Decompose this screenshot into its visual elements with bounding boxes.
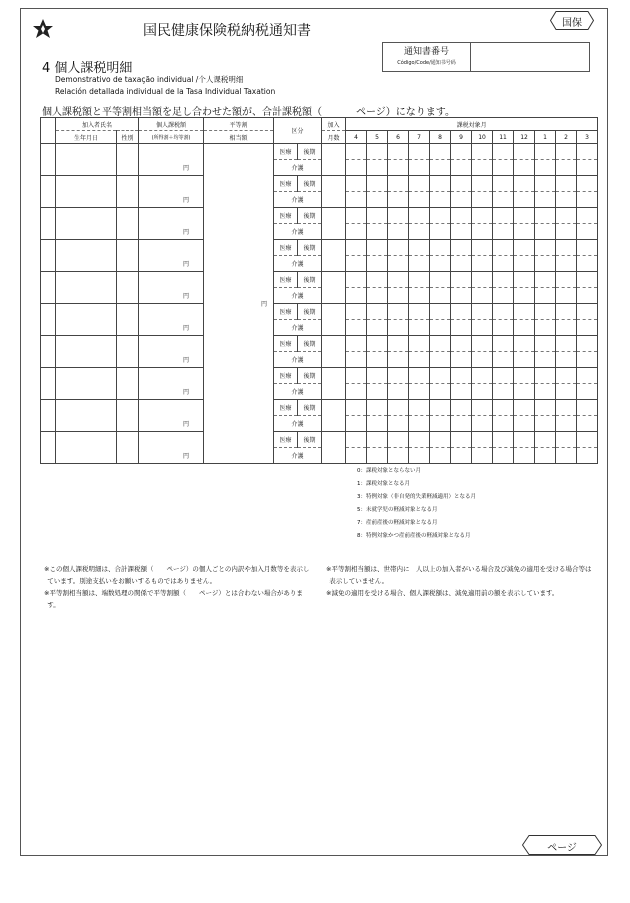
personal-tax-yen: 円 bbox=[139, 400, 204, 432]
class-koki: 後期 bbox=[298, 368, 322, 384]
class-koki: 後期 bbox=[298, 208, 322, 224]
section-title: 4 個人課税明細 bbox=[42, 61, 133, 76]
lead-sentence: 個人課税額と平等割相当額を足し合わせた額が、合計課税額（ ページ）になります。 bbox=[42, 107, 455, 118]
class-koki: 後期 bbox=[298, 304, 322, 320]
class-kaigo: 介護 bbox=[274, 352, 322, 368]
class-kaigo: 介護 bbox=[274, 256, 322, 272]
notes-left bbox=[44, 563, 314, 611]
legend-item: 1：課税対象となる月 bbox=[357, 481, 410, 487]
class-iryo: 医療 bbox=[274, 272, 298, 288]
emblem-icon bbox=[32, 18, 54, 40]
personal-tax-yen: 円 bbox=[139, 336, 204, 368]
class-koki: 後期 bbox=[298, 176, 322, 192]
class-koki: 後期 bbox=[298, 400, 322, 416]
class-kaigo: 介護 bbox=[274, 320, 322, 336]
kokuho-badge: 国保 bbox=[562, 18, 582, 29]
note: ※平等割相当額は、世帯内に 人以上の加入者がいる場合及び減免の適用を受ける場合等は表示していません。 bbox=[326, 565, 592, 585]
personal-tax-yen: 円 bbox=[139, 368, 204, 400]
personal-tax-yen: 円 bbox=[139, 272, 204, 304]
class-iryo: 医療 bbox=[274, 400, 298, 416]
notice-number-sublabel: Código/Code/通知书号码 bbox=[397, 60, 456, 66]
member-row bbox=[41, 304, 598, 320]
flat-rate-yen: 円 bbox=[204, 144, 274, 464]
class-iryo: 医療 bbox=[274, 304, 298, 320]
personal-tax-yen: 円 bbox=[139, 432, 204, 464]
section-subtitle-es: Relación detallada individual de la Tasa Individual Taxation bbox=[55, 87, 276, 96]
class-koki: 後期 bbox=[298, 144, 322, 160]
class-kaigo: 介護 bbox=[274, 384, 322, 400]
class-iryo: 医療 bbox=[274, 368, 298, 384]
personal-tax-yen: 円 bbox=[139, 240, 204, 272]
class-kaigo: 介護 bbox=[274, 416, 322, 432]
section-subtitle-pt: Demonstrativo de taxação individual /个人课税明细 bbox=[55, 75, 244, 84]
class-iryo: 医療 bbox=[274, 336, 298, 352]
member-row bbox=[41, 208, 598, 224]
legend-item: 3：特例対象（非自発的失業軽減適用）となる月 bbox=[357, 494, 477, 500]
class-iryo: 医療 bbox=[274, 144, 298, 160]
member-row bbox=[41, 336, 598, 352]
personal-tax-yen: 円 bbox=[139, 144, 204, 176]
personal-tax-yen: 円 bbox=[139, 208, 204, 240]
legend-item: 5：未就学児の軽減対象となる月 bbox=[357, 507, 438, 513]
class-koki: 後期 bbox=[298, 432, 322, 448]
class-iryo: 医療 bbox=[274, 208, 298, 224]
member-row bbox=[41, 176, 598, 192]
note: ※この個人課税明細は、合計課税額（ ページ）の個人ごとの内訳や加入月数等を表示しています。別途支払いをお願いするものではありません。 bbox=[44, 565, 310, 585]
class-iryo: 医療 bbox=[274, 176, 298, 192]
member-row bbox=[41, 368, 598, 384]
document-title: 国民健康保険税納税通知書 bbox=[143, 23, 311, 39]
personal-tax-yen: 円 bbox=[139, 176, 204, 208]
class-kaigo: 介護 bbox=[274, 192, 322, 208]
member-row bbox=[41, 400, 598, 416]
member-row bbox=[41, 240, 598, 256]
member-row bbox=[41, 144, 598, 160]
notice-number-box bbox=[382, 42, 590, 72]
member-row bbox=[41, 272, 598, 288]
member-row bbox=[41, 432, 598, 448]
personal-tax-yen: 円 bbox=[139, 304, 204, 336]
class-kaigo: 介護 bbox=[274, 160, 322, 176]
notes-right bbox=[326, 563, 596, 599]
individual-tax-table: 加入者氏名 個人課税額 平等割 区分 加入 課税対象月 生年月日 性別 (所得割＋均等割) 相当額 月数 4 5 6 7 8 9 10 11 12 1 2 3 円 円 医療 後期 介護 円 医療 後期 介護 円 医療 後期 介護 円 医療 後期 介護 円 医療 後期 介護 円 医療 後期 介護 円 医療 後期 介護 円 医療 後期 介護 円 医療 後期 介護 円 医療 後期 介護 bbox=[40, 117, 598, 464]
month-code-legend bbox=[352, 465, 598, 543]
class-kaigo: 介護 bbox=[274, 448, 322, 464]
note: ※平等割相当額は、端数処理の関係で平等割額（ ページ）とは合わない場合があります。 bbox=[44, 589, 303, 609]
class-iryo: 医療 bbox=[274, 432, 298, 448]
class-iryo: 医療 bbox=[274, 240, 298, 256]
legend-item: 7：産前産後の軽減対象となる月 bbox=[357, 520, 438, 526]
class-koki: 後期 bbox=[298, 240, 322, 256]
class-koki: 後期 bbox=[298, 272, 322, 288]
page-number-label: ページ bbox=[547, 843, 577, 854]
legend-item: 8：特例対象かつ産前産後の軽減対象となる月 bbox=[357, 533, 471, 539]
class-kaigo: 介護 bbox=[274, 288, 322, 304]
legend-item: 0：課税対象とならない月 bbox=[357, 468, 422, 474]
class-koki: 後期 bbox=[298, 336, 322, 352]
class-kaigo: 介護 bbox=[274, 224, 322, 240]
notice-number-label: 通知書番号 bbox=[403, 47, 449, 57]
note: ※減免の適用を受ける場合、個人課税額は、減免適用前の額を表示しています。 bbox=[326, 589, 559, 597]
